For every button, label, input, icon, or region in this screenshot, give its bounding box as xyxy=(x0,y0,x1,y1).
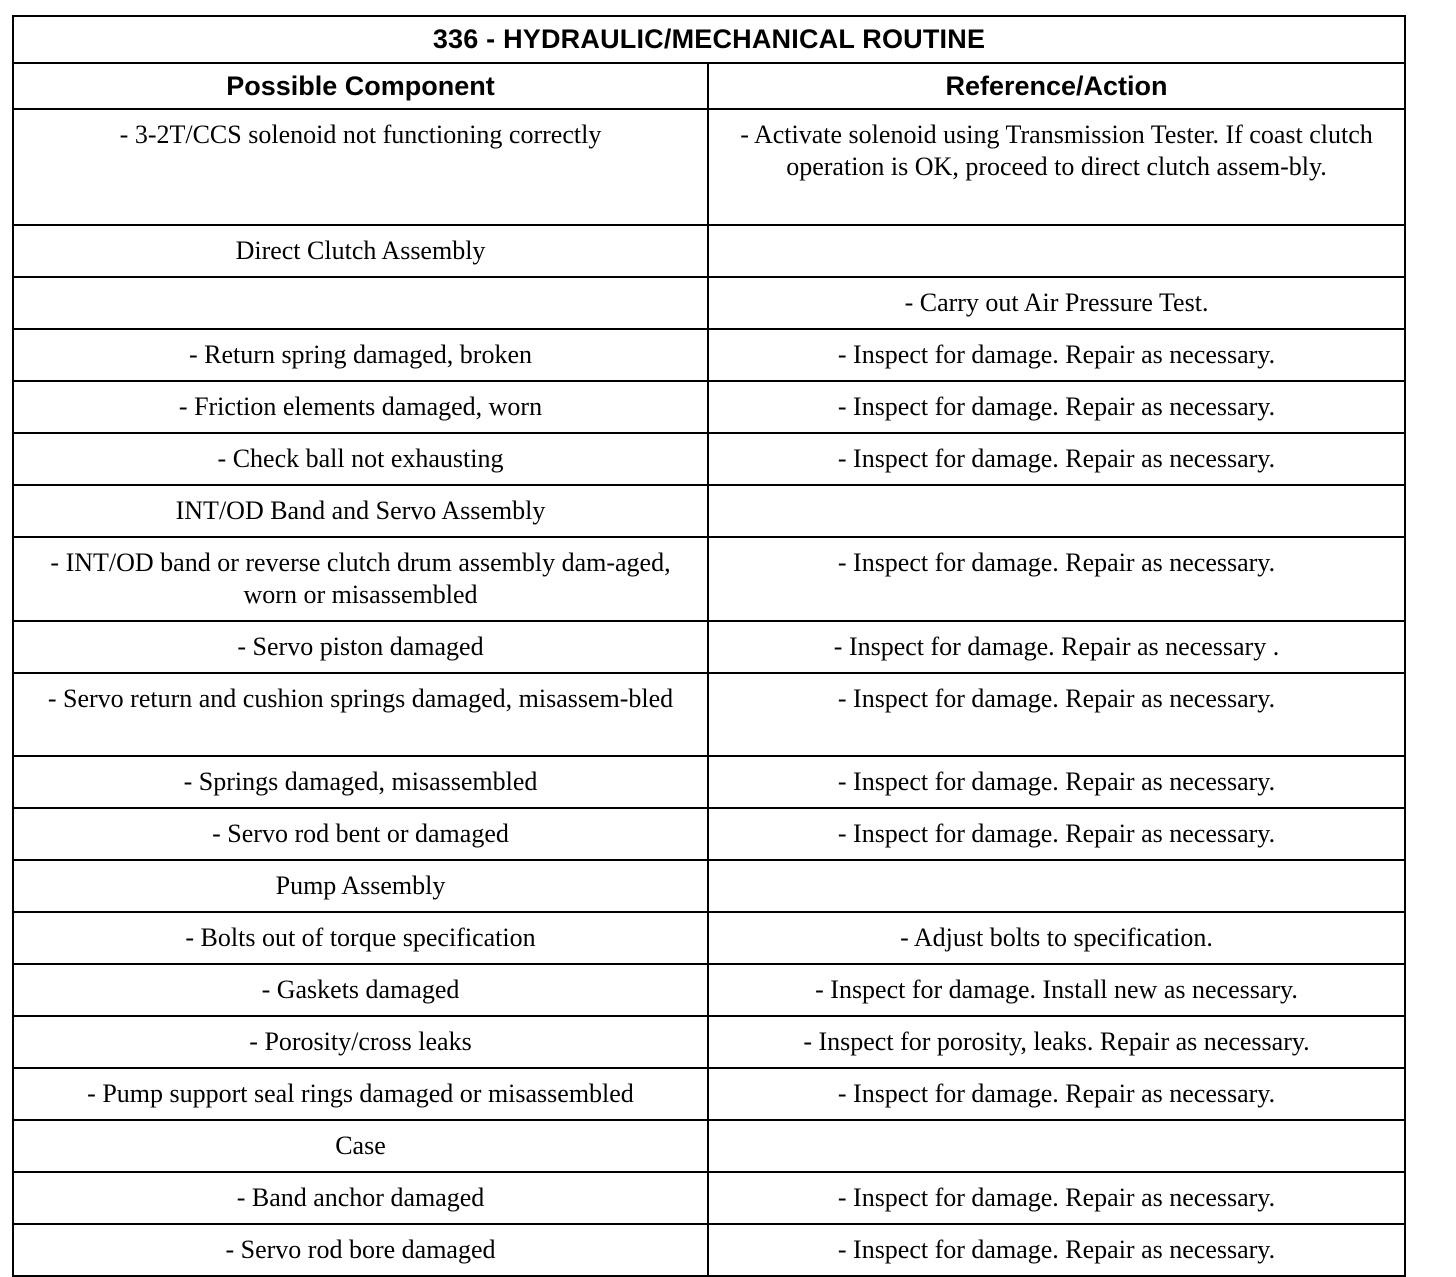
table-row xyxy=(13,1172,1405,1224)
hydraulic-mechanical-routine-table xyxy=(12,15,1406,1277)
table-row xyxy=(13,1120,1405,1172)
action-cell: - Inspect for damage. Repair as necessary. xyxy=(708,433,1405,485)
component-cell: - Springs damaged, misassembled xyxy=(13,756,708,808)
table-row xyxy=(13,433,1405,485)
document-page xyxy=(12,15,1404,1277)
component-cell: - Bolts out of torque specification xyxy=(13,912,708,964)
component-cell: - Porosity/cross leaks xyxy=(13,1016,708,1068)
table-title-row xyxy=(13,16,1405,63)
table-row xyxy=(13,537,1405,621)
table-row xyxy=(13,1068,1405,1120)
component-cell: - Servo piston damaged xyxy=(13,621,708,673)
action-cell: - Carry out Air Pressure Test. xyxy=(708,277,1405,329)
component-cell: - Gaskets damaged xyxy=(13,964,708,1016)
table-row xyxy=(13,329,1405,381)
action-cell: - Inspect for damage. Repair as necessary. xyxy=(708,1068,1405,1120)
action-cell xyxy=(708,485,1405,537)
table-header-row xyxy=(13,63,1405,109)
component-cell: Pump Assembly xyxy=(13,860,708,912)
table-row xyxy=(13,860,1405,912)
table-row xyxy=(13,225,1405,277)
table-row xyxy=(13,964,1405,1016)
action-cell: - Inspect for damage. Repair as necessary. xyxy=(708,537,1405,621)
table-row xyxy=(13,1224,1405,1276)
table-row xyxy=(13,381,1405,433)
table-title: 336 - HYDRAULIC/MECHANICAL ROUTINE xyxy=(13,16,1405,63)
table-row xyxy=(13,109,1405,225)
component-cell: - Band anchor damaged xyxy=(13,1172,708,1224)
action-cell: - Inspect for damage. Repair as necessary. xyxy=(708,808,1405,860)
component-cell xyxy=(13,277,708,329)
action-cell: - Inspect for damage. Repair as necessary. xyxy=(708,381,1405,433)
component-cell: - INT/OD band or reverse clutch drum assembly dam-aged, worn or misassembled xyxy=(13,537,708,621)
table-row xyxy=(13,277,1405,329)
table-row xyxy=(13,673,1405,756)
component-cell: Case xyxy=(13,1120,708,1172)
table-row xyxy=(13,1016,1405,1068)
table-row xyxy=(13,485,1405,537)
column-header-action: Reference/Action xyxy=(708,63,1405,109)
component-cell: - Check ball not exhausting xyxy=(13,433,708,485)
action-cell: - Inspect for damage. Repair as necessary. xyxy=(708,329,1405,381)
table-body xyxy=(13,109,1405,1276)
table-row xyxy=(13,756,1405,808)
action-cell: - Adjust bolts to specification. xyxy=(708,912,1405,964)
component-cell: - Servo rod bent or damaged xyxy=(13,808,708,860)
table-row xyxy=(13,808,1405,860)
component-cell: INT/OD Band and Servo Assembly xyxy=(13,485,708,537)
component-cell: - Pump support seal rings damaged or misassembled xyxy=(13,1068,708,1120)
table-row xyxy=(13,912,1405,964)
component-cell: - Servo return and cushion springs damaged, misassem-bled xyxy=(13,673,708,756)
action-cell: - Inspect for damage. Repair as necessary. xyxy=(708,673,1405,756)
action-cell xyxy=(708,860,1405,912)
action-cell xyxy=(708,1120,1405,1172)
action-cell: - Inspect for damage. Repair as necessary . xyxy=(708,621,1405,673)
action-cell: - Inspect for damage. Repair as necessary. xyxy=(708,1172,1405,1224)
action-cell: - Inspect for damage. Repair as necessary. xyxy=(708,756,1405,808)
component-cell: - 3-2T/CCS solenoid not functioning correctly xyxy=(13,109,708,225)
component-cell: - Servo rod bore damaged xyxy=(13,1224,708,1276)
action-cell: - Inspect for porosity, leaks. Repair as necessary. xyxy=(708,1016,1405,1068)
action-cell xyxy=(708,225,1405,277)
component-cell: - Return spring damaged, broken xyxy=(13,329,708,381)
action-cell: - Inspect for damage. Install new as necessary. xyxy=(708,964,1405,1016)
action-cell: - Activate solenoid using Transmission Tester. If coast clutch operation is OK, proceed to direct clutch assem-bly. xyxy=(708,109,1405,225)
component-cell: Direct Clutch Assembly xyxy=(13,225,708,277)
table-row xyxy=(13,621,1405,673)
action-cell: - Inspect for damage. Repair as necessary. xyxy=(708,1224,1405,1276)
component-cell: - Friction elements damaged, worn xyxy=(13,381,708,433)
column-header-component: Possible Component xyxy=(13,63,708,109)
